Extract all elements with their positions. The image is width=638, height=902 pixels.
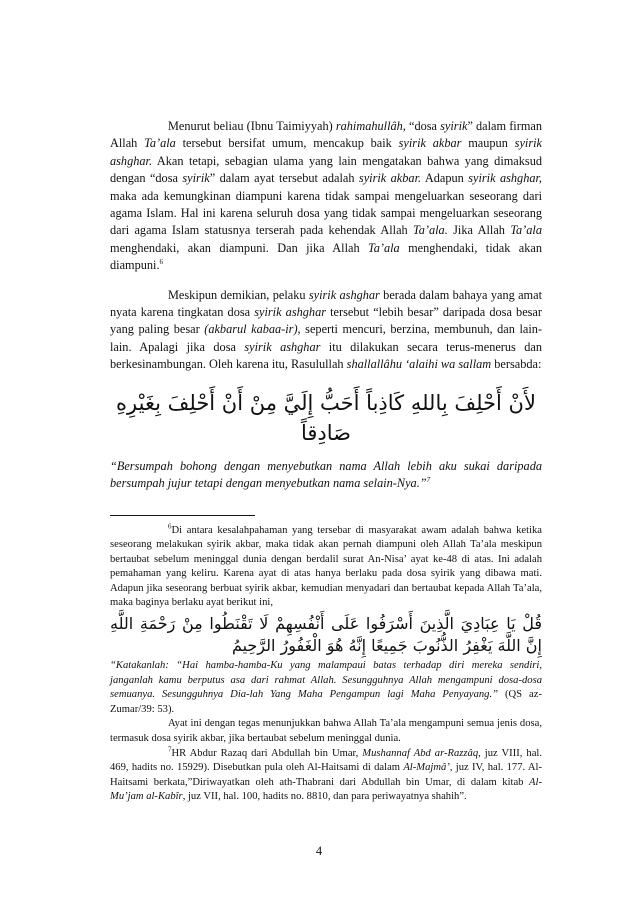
text-run: berada dalam bahaya yang amat nyata karena tingkatan dosa (110, 287, 542, 320)
text-run: Jika Allah (447, 223, 511, 238)
italic-term: (akbarul kabaa-ir), (204, 322, 301, 337)
italic-term: Ta’ala (510, 223, 542, 238)
text-run: Menurut beliau (Ibnu Taimiyyah) (168, 119, 336, 133)
italic-term: Ta’ala (144, 136, 176, 151)
text-run: , juz VIII, hal. 469, hadits no. 15929). Disebutkan pula oleh Al-Haitsami di dalam (110, 747, 542, 774)
text-run: tersebut “lebih besar” daripada dosa besar yang paling besar (110, 305, 542, 337)
text-run: maupun (461, 136, 515, 151)
page-body (110, 118, 542, 805)
book-title: Mushannaf Abd ar-Razzâq (362, 747, 479, 759)
page-number: 4 (315, 844, 323, 858)
text-run: itu dilakukan secara terus-menerus dan berkesinambungan. Oleh karena itu, Rasulullah (110, 339, 542, 372)
text-run: menghendaki, tidak akan diampuni. (110, 240, 542, 273)
footnote-6-conclusion: Ayat ini dengan tegas menunjukkan bahwa Allah Ta’ala mengampuni semua jenis dosa, termasuk dosa syirik akbar, jika bertaubat sebelum meninggal dunia. (110, 718, 542, 745)
footnote-ref-7[interactable]: 7 (426, 476, 431, 484)
italic-term: syirik ashghar. (110, 136, 542, 168)
text-run: Adapun (421, 171, 469, 186)
italic-term: Ta’ala (368, 240, 400, 255)
hadith-arabic: لأَنْ أَحْلِفَ بِاللهِ كَاذِباً أَحَبُّ إِلَيَّ مِنْ أَنْ أَحْلِفَ بِغَيْرِهِ صَادِقاً (116, 390, 536, 445)
italic-term: syirik akbar (398, 136, 462, 151)
paragraph-2 (110, 287, 542, 374)
book-title: Al-Mu’jam al-Kabîr (110, 776, 542, 803)
italic-translation: “Katakanlah: “Hai hamba-hamba-Ku yang malampaui batas terhadap diri mereka sendiri, janganlah kamu berputus asa dari rahmat Allah. Sesungguhnya Allah mengampuni dosa-dosa semuanya. Sesungguhnya Dia-lah Yang Maha Pengampun lagi Maha Penyayang.” (110, 660, 542, 701)
text-run: tersebut bersifat umum, mencakup baik (175, 136, 399, 151)
italic-term: syirik akbar. (358, 171, 422, 186)
paragraph-1 (110, 118, 542, 275)
text-run: seperti mencuri, berzina, membunuh, dan lain-lain. Apalagi jika dosa (110, 322, 542, 354)
text-run: , juz VII, hal. 100, hadits no. 8810, dan para periwayatnya shahih”. (182, 791, 467, 803)
text-run: ” dalam ayat tersebut adalah (209, 171, 359, 186)
text-run: , juz IV, hal. 177. Al-Haitsami berkata,”Diriwayatkan oleh ath-Thabrani dari Abdullah bin Umar, di dalam kitab (110, 762, 542, 788)
footnote-number: 6 (168, 521, 172, 530)
text-run: bersabda: (491, 357, 542, 372)
footnote-7 (110, 747, 542, 805)
text-run: maka ada kemungkinan diampuni karena tidak sampai mengeluarkan seseorang dari agama Islam. Hal ini karena seluruh dosa yang tidak sampai mengeluarkan seseorang dari agama Islam statusnya terserah pada kehendak Allah (110, 188, 542, 238)
text-run: “Bersumpah bohong dengan menyebutkan nama Allah lebih aku sukai daripada bersumpah jujur tetapi dengan menyebutkan nama selain-Nya.” (110, 458, 542, 491)
italic-term: syirik ashghar (254, 305, 326, 320)
footnote-number: 7 (168, 745, 172, 754)
hadith-translation (110, 458, 542, 493)
italic-term: Ta’ala. (413, 223, 448, 238)
italic-term: syirik (440, 119, 468, 133)
text-run: menghendaki, akan diampuni. Dan jika Allah (110, 240, 369, 255)
footnote-divider (110, 515, 255, 516)
footnote-ref-6[interactable]: 6 (159, 258, 164, 267)
italic-term: rahimahullâh, (335, 119, 406, 133)
italic-term: syirik ashghar, (468, 171, 543, 186)
text-run: HR Abdur Razaq dari Abdullah bin Umar, (171, 747, 363, 759)
book-title: Al-Majmâ’ (403, 762, 450, 774)
italic-term: shallallâhu ‘alaihi wa sallam (346, 357, 492, 372)
verse-reference: (QS az-Zumar/39: 53). (110, 689, 542, 715)
footnote-6-text (110, 521, 542, 612)
italic-term: syirik (182, 171, 210, 186)
text-run: Akan tetapi, sebagian ulama yang lain mengatakan bahwa yang dimaksud dengan “dosa (110, 153, 542, 186)
italic-term: syirik ashghar (308, 287, 380, 302)
footnote-6-translation (110, 659, 542, 717)
text-run: “dosa (405, 119, 441, 133)
footnote-6-arabic-verse: قُلْ يَا عِبَادِيَ الَّذِينَ أَسْرَفُوا عَلَى أَنْفُسِهِمْ لَا تَقْنَطُوا مِنْ رَحْمَةِ اللَّهِ إِنَّ اللَّهَ يَغْفِرُ الذُّنُوبَ جَمِيعًا إِنَّهُ هُوَ الْغَفُورُ الرَّحِيمُ (110, 614, 542, 656)
italic-term: syirik ashghar (244, 339, 321, 354)
text-run: Meskipun demikian, pelaku (168, 287, 309, 302)
text-run: Di antara kesalahpahaman yang tersebar di masyarakat awam adalah bahwa ketika seseorang melakukan syirik akbar, maka tidak akan pernah diampuni oleh Allah Ta’ala meskipun bertaubat sebelum meninggal dunia dengan berdalil surat An-Nisa’ ayat ke-48 di atas. Ini adalah pemahaman yang keliru. Karena ayat di atas hanya berlaku pada dosa syirik yang dibawa mati. Adapun jika seseorang berbuat syirik akbar, kemudian menyadari dan bertaubat kepada Allah Ta’ala, maka baginya berlaku ayat berikut ini, (110, 524, 542, 609)
footnote-6 (110, 521, 542, 747)
text-run: ” dalam firman Allah (110, 119, 542, 151)
